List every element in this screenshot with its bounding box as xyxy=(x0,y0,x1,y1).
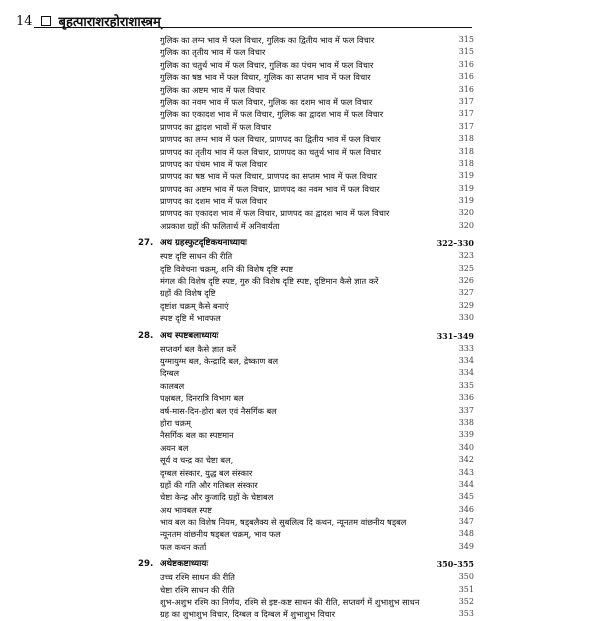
toc-entry-page: 316 xyxy=(458,84,474,94)
toc-entry-page: 315 xyxy=(458,35,474,44)
toc-entry-page: 343 xyxy=(458,467,474,477)
toc-entry-text: मंगल की विशेष दृष्टि स्पष्ट, गुरु की विशेष दृष्टि स्पष्ट, दृष्टिमान कैसे ज्ञात करें xyxy=(160,276,379,287)
toc-entry xyxy=(0,541,600,553)
chapter-number: 27. xyxy=(138,238,154,249)
toc-entry-text: प्राणपद का लग्न भाव में फल विचार, प्राणपद का द्वितीय भाव में फल विचार xyxy=(160,134,381,145)
toc-entry xyxy=(0,442,600,454)
toc-entry-text: दृग्बल संस्कार, युद्ध बल संस्कार xyxy=(160,467,253,478)
chapter-number: 28. xyxy=(138,330,154,341)
toc-entry-text: गुलिक का अष्टम भाव में फल विचार xyxy=(160,84,266,95)
toc-entry-page: 330 xyxy=(458,313,474,323)
toc-entry-page: 353 xyxy=(458,609,474,619)
toc-entry xyxy=(0,392,600,404)
toc-entry-text: न्यूनतम वांछनीय षड्बल चक्रम्, भाव फल xyxy=(160,529,281,540)
toc-entry xyxy=(0,108,600,120)
toc-entry-text: प्राणपद का द्वादश भावों में फल विचार xyxy=(160,121,272,132)
toc-entry xyxy=(0,207,600,219)
toc-entry-page: 334 xyxy=(458,368,474,378)
toc-entry xyxy=(0,467,600,479)
toc-entry-page: 325 xyxy=(458,263,474,273)
chapter-page-range: 322–330 xyxy=(436,238,474,249)
toc-entry xyxy=(0,516,600,528)
toc-entry xyxy=(0,596,600,608)
toc-entry-text: सप्तवर्ग बल कैसे ज्ञात करें xyxy=(160,343,237,354)
toc-entry-page: 351 xyxy=(458,584,474,594)
toc-entry xyxy=(0,380,600,392)
toc-entry-page: 336 xyxy=(458,393,474,403)
toc-entry-page: 317 xyxy=(458,96,474,106)
toc-entry-page: 344 xyxy=(458,479,474,489)
chapter-page-range: 350–355 xyxy=(436,559,474,570)
toc-entry-text: नैसर्गिक बल का स्पष्टमान xyxy=(160,430,234,441)
toc-entry xyxy=(0,96,600,108)
toc-entry-page: 340 xyxy=(458,442,474,452)
toc-entry xyxy=(0,121,600,133)
toc-entry-text: गुलिक का नवम भाव में फल विचार, गुलिक का दशम भाव में फल विचार xyxy=(160,96,373,107)
toc-entry-page: 348 xyxy=(458,529,474,539)
toc-entry-text: अयन बल xyxy=(160,442,189,453)
toc-entry-text: अप्रकाश ग्रहों की फलितार्थ में अनिवार्यता xyxy=(160,220,280,231)
toc-entry xyxy=(0,263,600,275)
toc-entry-page: 319 xyxy=(458,171,474,181)
toc-entry xyxy=(0,584,600,596)
toc-entry-text: भाव बल का विशेष नियम, षड्बलैक्य से सुबलित्व दि कथन, न्यूनतम वांछनीय षड्बल xyxy=(160,517,407,528)
toc-entry-page: 346 xyxy=(458,504,474,514)
toc-entry-text: गुलिक का एकादश भाव में फल विचार, गुलिक का द्वादश भाव में फल विचार xyxy=(160,109,384,120)
toc-entry xyxy=(0,571,600,583)
toc-entry-page: 318 xyxy=(458,146,474,156)
toc-entry-page: 315 xyxy=(458,47,474,57)
toc-entry-text: सूर्य व चन्द्र का चेष्टा बल, xyxy=(160,455,234,466)
toc-entry-page: 333 xyxy=(458,343,474,353)
toc-entry xyxy=(0,479,600,491)
toc-entry-page: 335 xyxy=(458,380,474,390)
toc-entry-text: युग्मायुग्म बल, केन्द्रादि बल, द्रेष्काण बल xyxy=(160,355,279,366)
toc-entry-text: ग्रह का शुभाशुभ विचार, दिग्बल व दिग्बल में शुभाशुभ विचार xyxy=(160,609,336,620)
toc-entry-page: 319 xyxy=(458,196,474,206)
book-title: बृहत्पाराशरहोराशास्त्रम् xyxy=(58,15,161,30)
toc-entry-text: प्राणपद का पंचम भाव में फल विचार xyxy=(160,158,267,169)
header-rule xyxy=(34,27,472,28)
toc-entry-text: स्पष्ट दृष्टि में भावफल xyxy=(160,313,221,324)
toc-entry-text: दृष्टांश चक्रम् कैसे बनाएं xyxy=(160,300,229,311)
toc-entry-text: ग्रहों की विशेष दृष्टि xyxy=(160,288,216,299)
toc-entry xyxy=(0,300,600,312)
toc-entry-text: कालबल xyxy=(160,380,185,391)
chapter-page-range: 331–349 xyxy=(436,330,474,341)
toc-entry-text: फल कथन कर्ता xyxy=(160,541,207,552)
toc-entry xyxy=(0,528,600,540)
toc-entry-page: 316 xyxy=(458,59,474,69)
toc-entry xyxy=(0,312,600,324)
chapter-title: अथेष्टकष्टाध्यायः xyxy=(160,559,209,570)
toc-entry xyxy=(0,491,600,503)
toc-entry-text: उच्च रश्मि साधन की रीति xyxy=(160,572,235,583)
toc-entry-text: गुलिक का षष्ठ भाव में फल विचार, गुलिक का सप्तम भाव में फल विचार xyxy=(160,72,371,83)
toc-entry-text: गुलिक का लग्न भाव में फल विचार, गुलिक का द्वितीय भाव में फल विचार xyxy=(160,35,375,45)
toc-entry xyxy=(0,84,600,96)
chapter-heading xyxy=(0,329,600,343)
toc-entry xyxy=(0,608,600,620)
toc-entry xyxy=(0,504,600,516)
toc-entry xyxy=(0,46,600,58)
toc-entry xyxy=(0,71,600,83)
toc-entry-page: 317 xyxy=(458,109,474,119)
toc-entry-page: 319 xyxy=(458,183,474,193)
toc-entry-page: 345 xyxy=(458,492,474,502)
running-header xyxy=(16,10,161,32)
toc-entry-text: प्राणपद का अष्टम भाव में फल विचार, प्राणपद का नवम भाव में फल विचार xyxy=(160,183,380,194)
toc-entry-page: 337 xyxy=(458,405,474,415)
toc-entry xyxy=(0,454,600,466)
table-of-contents xyxy=(0,34,600,621)
toc-entry-page: 329 xyxy=(458,300,474,310)
toc-entry xyxy=(0,34,600,46)
page-number: 14 xyxy=(16,13,33,29)
chapter-number: 29. xyxy=(138,559,154,570)
toc-entry-text: प्राणपद का दशम भाव में फल विचार xyxy=(160,196,268,207)
toc-entry-page: 352 xyxy=(458,597,474,607)
toc-entry-text: प्राणपद का षष्ठ भाव में फल विचार, प्राणपद का सप्तम भाव में फल विचार xyxy=(160,171,377,182)
toc-entry xyxy=(0,287,600,299)
toc-entry xyxy=(0,429,600,441)
toc-entry-text: गुलिक का चतुर्थ भाव में फल विचार, गुलिक का पंचम भाव में फल विचार xyxy=(160,59,374,70)
toc-entry xyxy=(0,146,600,158)
toc-entry-text: प्राणपद का तृतीय भाव में फल विचार, प्राणपद का चतुर्थ भाव में फल विचार xyxy=(160,146,382,157)
toc-entry-text: चेष्टा केन्द्र और कुजादि ग्रहों के चेष्टाबल xyxy=(160,492,274,503)
toc-entry-page: 320 xyxy=(458,220,474,230)
toc-entry-text: चेष्टा रश्मि साधन की रीति xyxy=(160,584,235,595)
toc-entry-page: 326 xyxy=(458,276,474,286)
toc-entry-page: 339 xyxy=(458,430,474,440)
toc-entry-text: स्पष्ट दृष्टि साधन की रीति xyxy=(160,251,233,262)
toc-entry-text: होरा चक्रम् xyxy=(160,417,191,428)
toc-entry xyxy=(0,405,600,417)
toc-entry xyxy=(0,133,600,145)
toc-entry xyxy=(0,275,600,287)
toc-entry-text: ग्रहों की गति और गतिबल संस्कार xyxy=(160,479,258,490)
toc-entry-page: 316 xyxy=(458,72,474,82)
toc-entry xyxy=(0,158,600,170)
toc-entry-page: 342 xyxy=(458,455,474,465)
chapter-title: अथ ग्रहस्फुटदृष्टिकथनाध्यायः xyxy=(160,238,247,249)
toc-entry xyxy=(0,367,600,379)
toc-entry-page: 320 xyxy=(458,208,474,218)
toc-entry-text: पक्षबल, दिनरात्रि विभाग बल xyxy=(160,393,244,404)
toc-entry-page: 338 xyxy=(458,417,474,427)
toc-entry-text: प्राणपद का एकादश भाव में फल विचार, प्राणपद का द्वादश भाव में फल विचार xyxy=(160,208,390,219)
toc-entry-page: 334 xyxy=(458,355,474,365)
toc-entry-text: दृष्टि विवेचना चक्रम्, शनि की विशेष दृष्टि स्पष्ट xyxy=(160,263,294,274)
toc-entry-page: 349 xyxy=(458,541,474,551)
toc-entry-page: 327 xyxy=(458,288,474,298)
toc-entry-page: 350 xyxy=(458,572,474,582)
toc-entry xyxy=(0,417,600,429)
toc-entry-text: अथ भावबल स्पष्ट xyxy=(160,504,212,515)
toc-entry xyxy=(0,195,600,207)
toc-entry-page: 317 xyxy=(458,121,474,131)
toc-entry xyxy=(0,343,600,355)
toc-entry xyxy=(0,59,600,71)
toc-entry-page: 318 xyxy=(458,134,474,144)
toc-entry-text: शुभ-अशुभ रश्मि का निर्णय, रश्मि से इष्ट-कष्ट साधन की रीति, सप्तवर्ग में शुभाशुभ साधन xyxy=(160,597,420,608)
toc-entry-text: दिग्बल xyxy=(160,368,179,379)
toc-entry xyxy=(0,170,600,182)
toc-entry xyxy=(0,250,600,262)
box-ornament-icon xyxy=(41,16,51,26)
toc-entry-page: 347 xyxy=(458,517,474,527)
chapter-heading xyxy=(0,557,600,571)
toc-entry-page: 318 xyxy=(458,158,474,168)
toc-entry xyxy=(0,183,600,195)
chapter-title: अथ स्पष्टबलाध्यायः xyxy=(160,330,219,341)
toc-entry-text: वर्ष-मास-दिन-होरा बल एवं नैसर्गिक बल xyxy=(160,405,277,416)
toc-entry xyxy=(0,220,600,232)
toc-entry-page: 323 xyxy=(458,251,474,261)
toc-entry xyxy=(0,355,600,367)
chapter-heading xyxy=(0,236,600,250)
toc-entry-text: गुलिक का तृतीय भाव में फल विचार xyxy=(160,47,266,58)
